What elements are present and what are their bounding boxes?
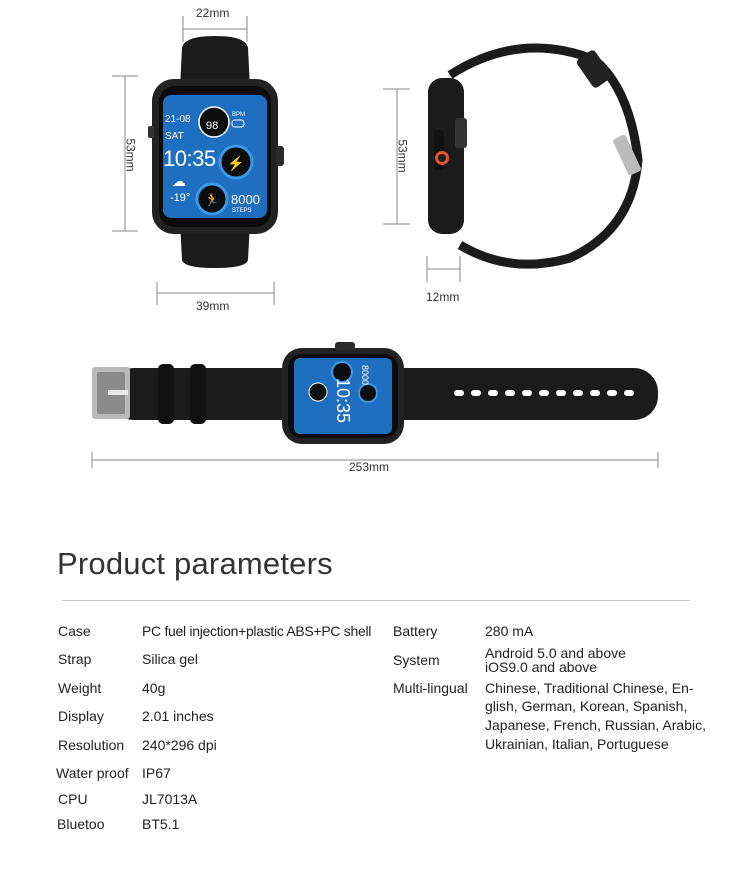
flat-view [80, 340, 680, 480]
side-watch-illustration [370, 30, 660, 320]
svg-text:⚡: ⚡ [227, 155, 245, 171]
face-heart-rate: 98 [206, 120, 219, 132]
title-divider [62, 600, 690, 601]
param-value: 40g [142, 680, 166, 696]
dim-total-length: 253mm [349, 460, 390, 474]
dim-front-width: 39mm [196, 299, 230, 313]
param-value-system-line: iOS9.0 and above [485, 659, 598, 675]
param-value-system-line: Android 5.0 and above [485, 645, 626, 661]
face-bpm-label: BPM [232, 112, 246, 118]
param-value: IP67 [142, 765, 171, 781]
section-title: Product parameters [57, 546, 333, 581]
param-value-lang-line: Chinese, Traditional Chinese, En- [485, 680, 694, 696]
face-steps-label: STEPS [232, 208, 252, 214]
param-label: Strap [58, 651, 92, 667]
flat-face-steps: 8000 [360, 364, 371, 386]
face-steps: 8000 [231, 192, 260, 207]
face-date: 21-08 [165, 114, 191, 125]
flat-face-time: 10:35 [333, 377, 354, 424]
param-value-lang-line: Japanese, French, Russian, Arabic, [485, 717, 707, 733]
dim-front-height: 53mm [123, 138, 138, 172]
param-label: Display [58, 708, 104, 724]
param-label: Case [58, 623, 91, 639]
face-temperature: -19° [170, 192, 191, 204]
weather-icon: ☁ [172, 173, 186, 189]
param-value: JL7013A [142, 791, 198, 807]
dim-side-height: 53mm [395, 139, 410, 173]
param-value: BT5.1 [142, 816, 180, 832]
param-value: 2.01 inches [142, 708, 214, 724]
param-label: Bluetoo [57, 816, 105, 832]
param-label: Resolution [58, 737, 125, 753]
param-value: Silica gel [142, 651, 199, 667]
param-label-battery: Battery [393, 623, 438, 639]
face-time: 10:35 [163, 146, 216, 171]
param-value: 240*296 dpi [142, 737, 217, 753]
dim-top-width: 22mm [196, 6, 230, 20]
face-day: SAT [165, 131, 184, 142]
svg-text:🏃: 🏃 [204, 193, 220, 207]
param-label: Weight [58, 680, 102, 696]
param-value-lang-line: Ukrainian, Italian, Portuguese [485, 736, 669, 752]
side-view [370, 30, 660, 320]
flat-watch-illustration [80, 340, 680, 480]
param-label-multilingual: Multi-lingual [393, 680, 468, 696]
param-value: PC fuel injection+plastic ABS+PC shell [142, 623, 372, 639]
param-value-battery: 280 mA [485, 623, 534, 639]
param-label-system: System [393, 652, 440, 668]
dim-side-thickness: 12mm [426, 290, 460, 304]
param-label: Water proof [56, 765, 129, 781]
param-value-lang-line: glish, German, Korean, Spanish, [485, 698, 688, 714]
param-label: CPU [58, 791, 88, 807]
